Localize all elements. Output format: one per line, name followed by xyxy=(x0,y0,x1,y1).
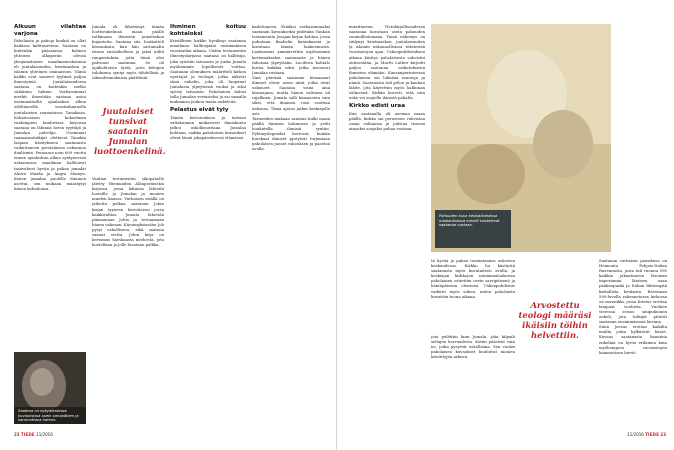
body-text: tä hyvää ja pahaa toimintaansa uskovien keskuudessa. Kirkko loi käsitystä saatanasta myös kuvataiteen avulla, ja keskiajan kirkkojen seinämaalauksissa paholainen esitettiin usein sarvipäisenä ja häntäpäisenä olentona. Uskonpuhdistus vaikutti myös siihen, miten paholaista kuvattiin tuona aikana. xyxy=(431,258,515,299)
left-col-1 xyxy=(14,24,86,346)
left-col-2-top xyxy=(92,24,164,94)
heading-ihminen: Ihminen koituu kohtaloksi xyxy=(170,24,246,37)
photo-caption: Saatana on nykyaikaisissa kuvauksissa usein sarvipäinen ja kammottava hahmo. xyxy=(18,409,79,423)
left-page xyxy=(0,0,336,450)
body-text: Siinä Jeesus erottaa kaikilta muilta jotka hylkäävät hänet. Kuvaus saatanasta kauniina enkelinä on hyvin erilainen kuin myöhempien vuosisatojen kammottava hirviö. xyxy=(599,324,667,355)
page-number: 23 xyxy=(660,432,666,437)
body-text: Saatanan varhaisin paasikuva on Heimonta Pohjois-Italian Ravennasta, josta tuli vuonna 590 kaikkia jakautuneen Rooman imperiumin läntisen osan pääkaupunki ja Italian lihtiempää kirkollista keskusta. Ravennan 500-luvulla rakennetussa kirkossa on mosaiikki, jossa Kristus erottaa lampaat vuohista. Vuohien vieressä seisoo sinipukuinen enkeli, jota tutkijat pitävät saatanan ensimmäisenä kuvana. xyxy=(599,258,667,325)
left-col-2-bottom xyxy=(92,176,164,426)
photo-left xyxy=(14,352,86,424)
folio-left xyxy=(14,432,53,437)
body-text: Tarinoiden mukaan saatana kulki maan päällä ihmisen hahmossa ja yritti houkutella ihmisiä syntiin. Pyhimyslegendat kertovat, kuinka hurskaat ihmiset pystyivät torjumaan paholaisen juonet rukouksen ja paaston avulla. xyxy=(252,115,330,152)
body-text: Sinä päivänä saatanan kiusaamat ihmiset olivat usein niitä, jotka eivät uskoneet. Saatana toimi aina kiusaajana, mutta hänen valtansa oli rajallinen. Jumala salli kiusausten vain siksi, että ihminen voisi osoittaa uskonsa. Tämä ajatus jatkui keskiajalle asti. xyxy=(252,74,330,116)
left-col-3 xyxy=(170,24,246,426)
left-col-4 xyxy=(252,24,330,426)
pull-quote: Juutalaiset tunsivat saatanin Jumalan luottoenkelinä. xyxy=(94,106,166,156)
body-text: Paholaista ja pahoja henkiä on ollut kaikissa kulttuureissa. Saatana on kuitenkin pääasiassa kolmen yhteisen alkuperän olevan yksijumalaisen maailmanuskonnon eli juutalaisuuden, kristinuskon ja islamin yhteinen ominaisuus. Nämä kaikki ovat saaneet tyylinsä paljon ilmentymiä. Juutalaisuudessa saatana on kuitenkin melko vähäinen hahmo. Varhaisimmat merkit ilmestään saatana antoi ensimmäisellä ajanlaskun alkua edeltäneellä vuosituhannella juutalaisten raamatussa Tanakissa. Kolmiosaisen kokoelman vanhimpien kuuluvissa kirjoissa saatana on lähinnä hovin syyttäjä ja Jumalan palvelija. Useimmat raamatuntutkijat olettavat Tanakin laajaan käsitykseen saatanasta vaikuttaneen persialaisen uskonnon dualismin. Persiassa noin 600 vuotta ennen ajanlaskun alkua syntyneessä uskonnossa maailmaa hallitsivat tasavahvat hyvän ja pahan jumalat Ahura Mazda ja Angra Mainyu. Kenen jumalan puolelle ihminen asettui, sen mukaan määräytyi hänen kohtalonsa. xyxy=(14,38,86,191)
body-text: Kristillinen kirkko hyväksyi saatanan maailman hallitsijaksi ensimmäisen vuosisadan aikana. Uuden testamentin Ilmestyskirjassa saatana on hallitsija, joka syöstiin taivaasta ja jonka Jumala myöhemmin lopullisesti voittaa. Saatanan olemuksen määritteli kirkon opettajat ja teologit, jotka näkivät siinä enkelin, joka oli luopunut Jumalasta ylpeytensä vuoksi ja siksi syösty taivaasta. Paholainen halusi tulla Jumalan vertaiseksi ja sai samalla mukaansa joukon muita enkeleitä. xyxy=(170,38,246,105)
right-page xyxy=(337,0,674,450)
photo-right xyxy=(431,24,611,252)
body-text: muuttuneen. Tietokirjallisuudessa saatanaa kuvataan usein pahuuden ruumiillistumana. Tämä näkemys on säilynyt kristinuskon, juutalaisuuden ja islamin uskonnollisissa teksteissä vuosisatojen ajan. Uskonpuhdistuksen aikana käsitys paholaisesta vahvistui entisestään, ja Martti Luther kirjoitti paljon saatanan vaikutuksesta ihmisten elämään. Kansanperinteessä paholainen sai lukuisia muotoja ja nimiä. Saatanasta tuli pelon ja kauhun lähde, jota käytettiin myös hallinnan välineenä. Kirkko korosti, että vain usko voi suojella ihmistä pahalta. xyxy=(349,24,425,101)
issue: 11/2016 xyxy=(36,432,53,437)
brand-logo: TIEDE xyxy=(645,432,660,437)
body-text: Kun saatanalla oli asemaa maan päällä, kirkko sai perusteen vahvistaa omaa valtaansa ja julistaa itsensä ainoaksi suojaksi pahaa vastaan. xyxy=(349,111,425,132)
right-col-2-bottom xyxy=(431,334,515,426)
page-number: 22 xyxy=(14,432,20,437)
body-text: Tämän kertomuksen ja taivaan valtakunnan mukaisesti ihmiskunta jatkoi uskollisuuttaan Jumalaa kohtaan, vaikka paholaisen kiusaukset olivat läsnä jokapäiväisessä elämässä. xyxy=(170,115,246,141)
right-col-2-top xyxy=(431,258,515,318)
pull-quote: Arvostettu teologi määräsi ikäisiin töihin helvettiin. xyxy=(518,300,592,340)
brand-logo: TIEDE xyxy=(20,432,35,437)
heading-alkuun: Alkuun vilahtaa varjona xyxy=(14,24,86,37)
body-text: jota pelättiin kuin Jumala, joka kilpaili sielujen herruudesta. Kotiin pääsivät vain ne, jotka pysyivät uskollisina. Sen vuoksi paholaisen kuvaukset kuuluivat monien kristittyjen arkeen. xyxy=(431,334,515,360)
body-text: kadottaneen. Erääksi varhaisimmaksi saatanan kuvaukseksi pidetään Vanhan testamentin Jesajan kirjan kohtaa, jossa puhutaan Baabelin kuninkaasta ja kuvataan tämän lankeemusta. Lankeemus ymmärrettiin myöhemmin kertomukseksi saatanasta ja hänen tuhoisaa ylpeyttään. Luciferin kohtalo kuvaa kaikkia niitä, jotka nousevat Jumalaa vastaan. xyxy=(252,24,330,75)
body-text: Jumala oli lähettänyt tämän luottoenkelinsä maan päälle tutkimaan ihmisten jumalaskon kujanteita. Saatana siis, houkutteli kiusauksiin, kun hän sattumalta istuen ensisähelleen ja jakoi niiltä rangaistuksia, jotta tämä olisi palvonut saatanaa. Se oli epäkohtoista työtä, josta kehujen tuloksena syntyi myös tähdellisiä ja oikeudenmukaisia päätöksiä. xyxy=(92,24,164,80)
folio-right xyxy=(627,432,666,437)
photo-caption: Pahuuden kuva keskiaikaisessa maalauksessa enkelit taistelevat saatanaa vastaan. xyxy=(439,214,500,228)
body-text: Vanhan testamentin sikopaholle jätetty Hiemuuden Alkuperäiseksi kirjassa, jossa lukuisia lähteitä luoteille ja Jumalan ja monien muiden kanssa. Varhaisen sisällä on jatkettu polkua saatanan Jobin kirjan tyyneen kerrokseen jossa kaikkivaltias Jumala lähettää piinaamaan Jobia ja testaamaan hänen uskoaan. Kärsimyksissään Job pysyi uskollisena, eikä saatana saanut otetta. Jobin kirja on kertomus hurskaasta miehestä, jota koetellaan ja jolle luvataan palkka. xyxy=(92,176,164,248)
issue: 11/2016 xyxy=(627,432,644,437)
heading-pelastus: Pelastus eivät tyly xyxy=(170,107,229,114)
heading-kirkko: Kirkko edisti uraa xyxy=(349,103,405,110)
right-col-3 xyxy=(599,258,667,426)
right-col-1 xyxy=(349,24,425,426)
